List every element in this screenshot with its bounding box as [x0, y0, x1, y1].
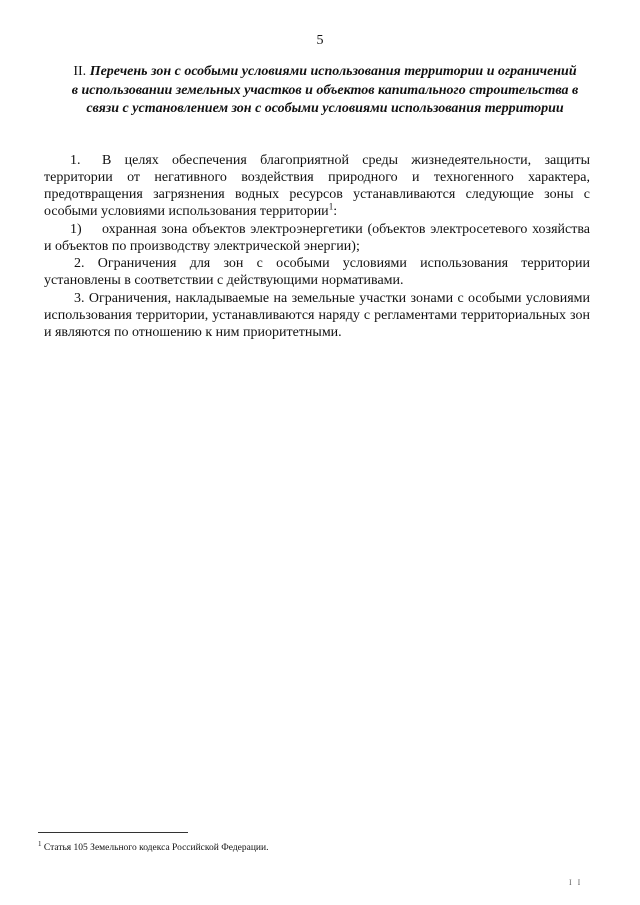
footnote: [38, 839, 598, 854]
paragraph-2-text: 2. Ограничения для зон с особыми условиями использования территории установлены в соответствии с действующими нормативами.: [44, 256, 590, 288]
paragraph-1-tail: :: [333, 204, 338, 219]
paragraph-1-marker: 1.: [70, 153, 81, 168]
footnote-text: Статья 105 Земельного кодекса Российской Федерации.: [41, 843, 269, 853]
scan-mark: I I: [569, 878, 583, 887]
footnote-divider: [38, 832, 188, 833]
list-item-1-text: охранная зона объектов электроэнергетики (объектов электросетевого хозяйства и объектов по производству электрической энергии);: [44, 222, 590, 254]
section-number: II.: [73, 64, 87, 79]
paragraph-2: [44, 255, 590, 289]
footnote-marker: 1: [38, 839, 42, 848]
section-heading: [70, 63, 580, 119]
list-item-1: [44, 221, 590, 255]
paragraph-3: [44, 290, 590, 341]
section-title: Перечень зон с особыми условиями использования территории и ограничений в использовании земельных участков и объектов капитального строительства в связи с установлением зон с особыми условиями использования территории: [71, 64, 579, 116]
paragraph-1-text: В целях обеспечения благоприятной среды жизнедеятельности, защиты территории от негативного воздействия природного и техногенного характера, предотвращения загрязнения водных ресурсов устанавливаются следующие зоны с особыми условиями использования территории: [44, 153, 590, 219]
paragraph-3-text: 3. Ограничения, накладываемые на земельные участки зонами с особыми условиями использования территории, устанавливаются наряду с регламентами территориальных зон и являются по отношению к ним приоритетными.: [44, 291, 590, 340]
list-item-1-marker: 1): [70, 222, 82, 237]
page-number: 5: [316, 33, 324, 48]
paragraph-1: [44, 152, 590, 220]
footnote-ref: 1: [328, 201, 334, 212]
